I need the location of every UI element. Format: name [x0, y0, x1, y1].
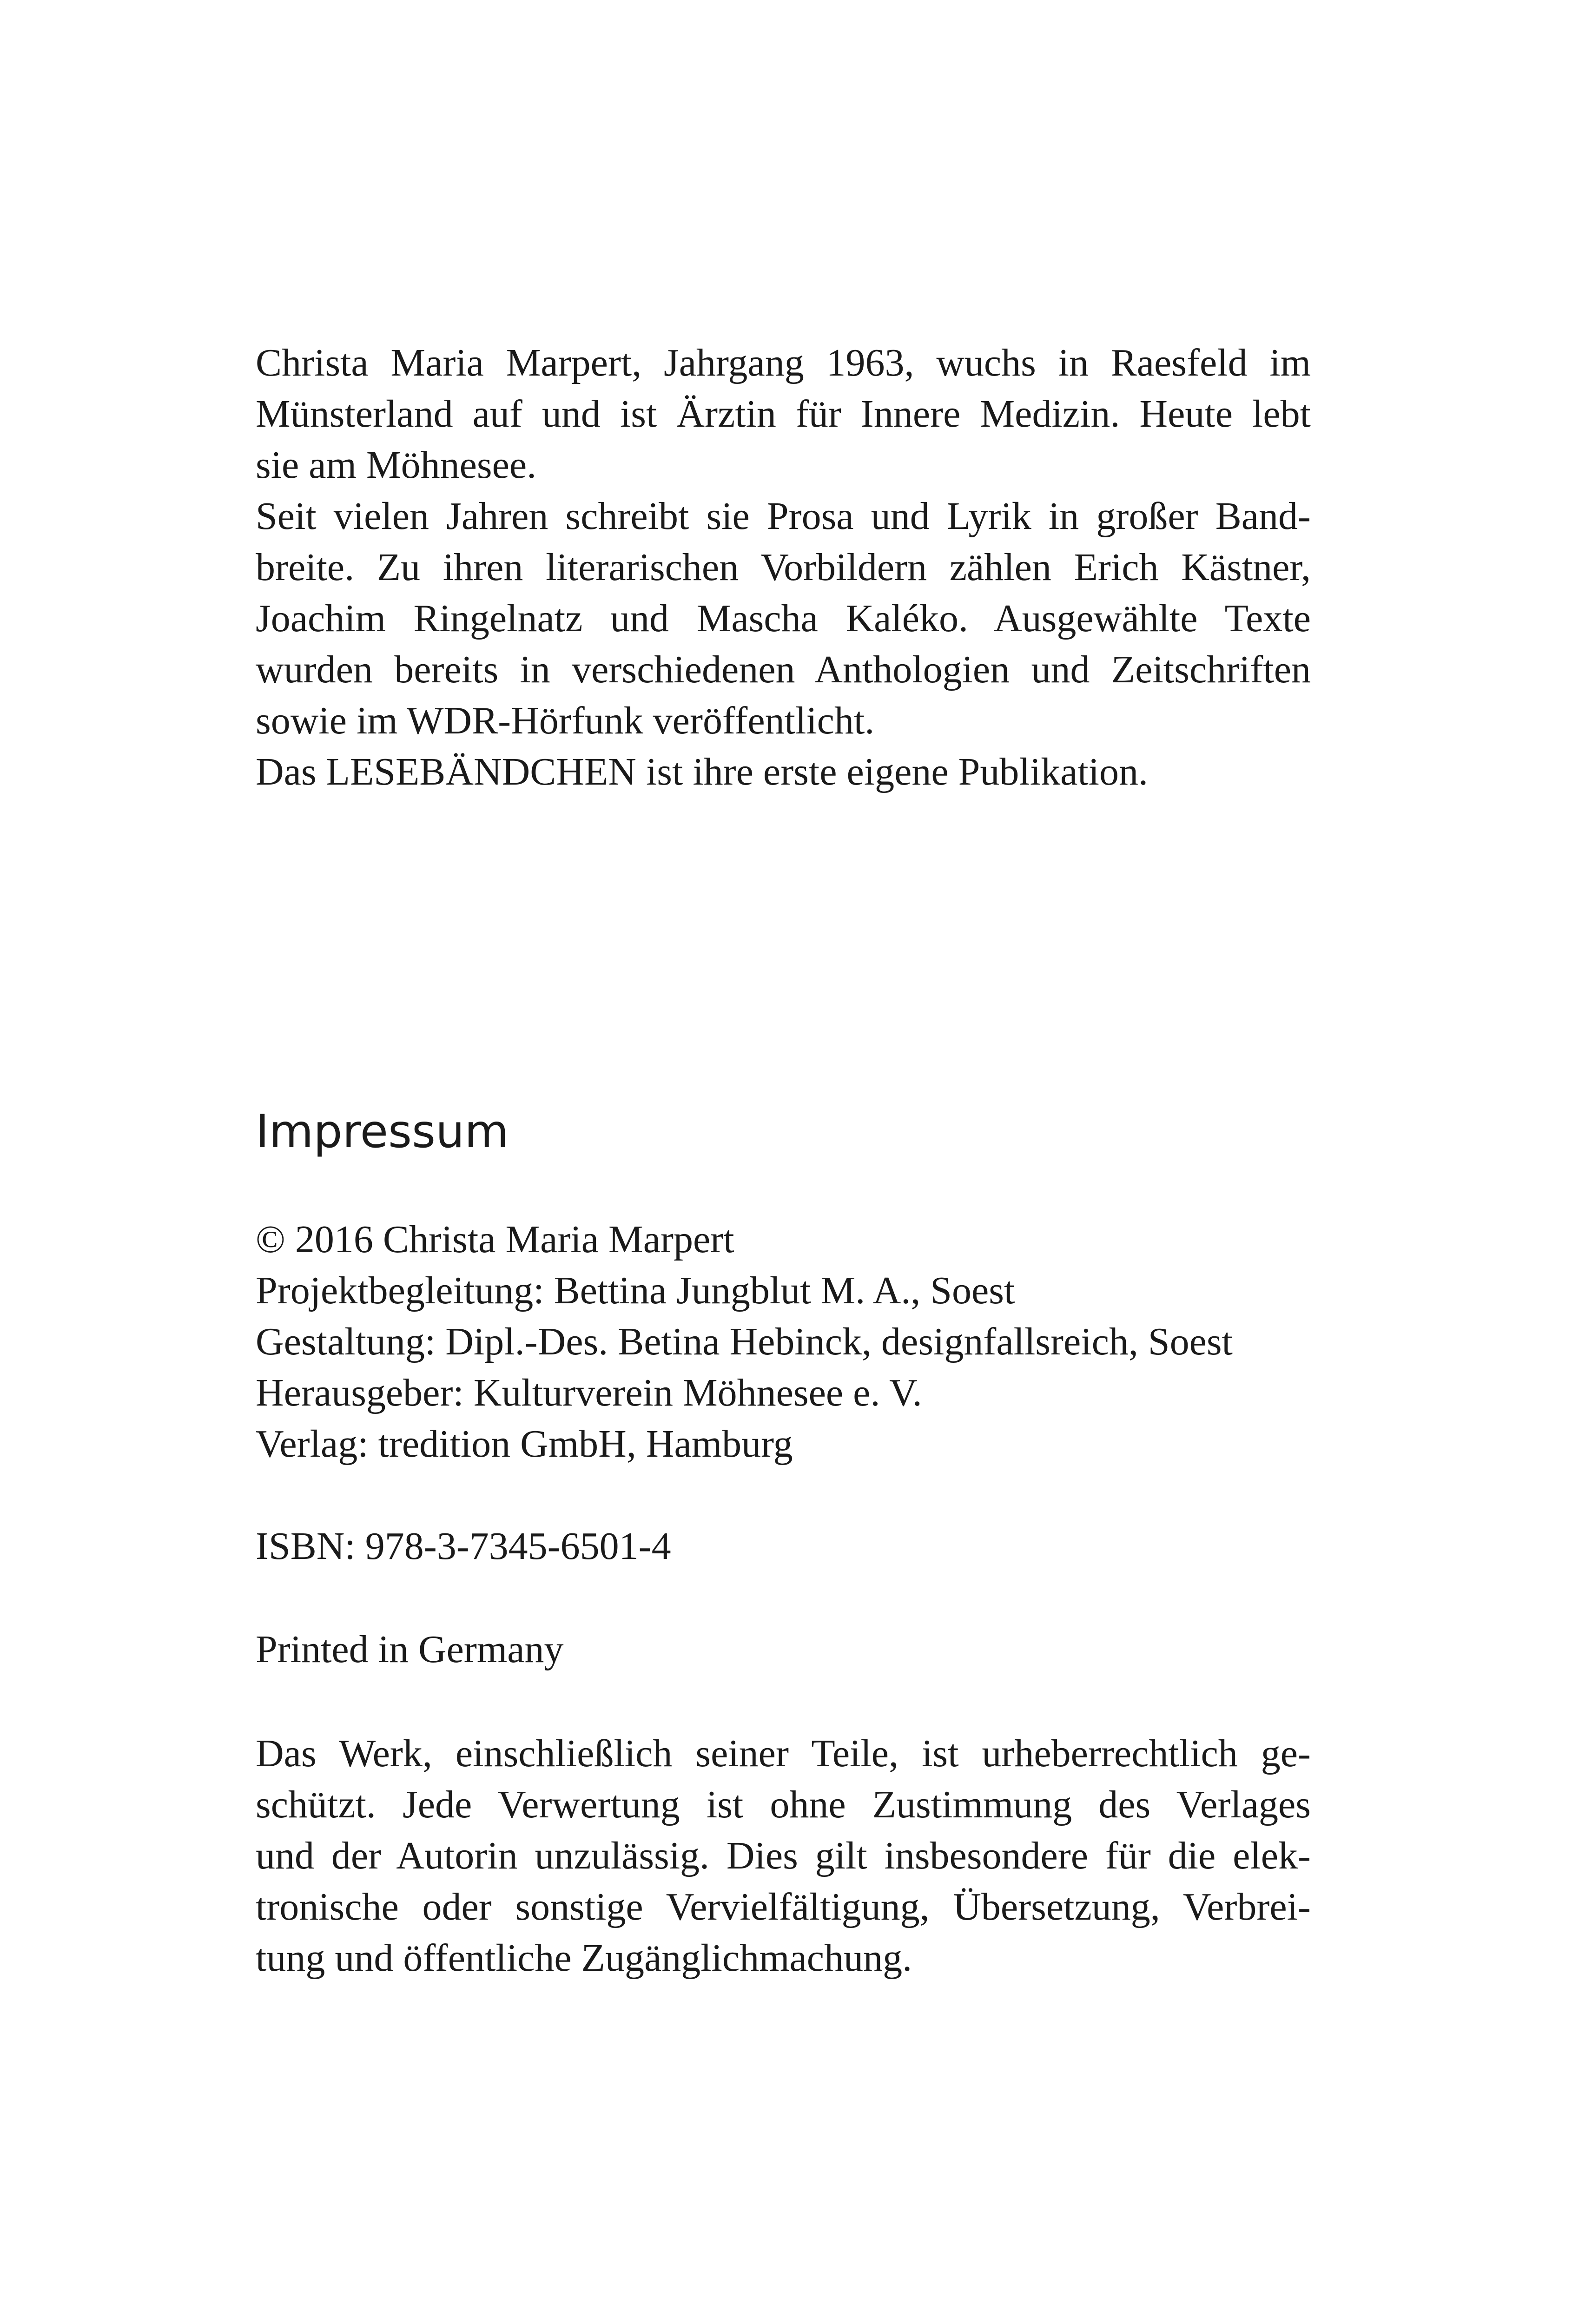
credit-line: Verlag: tredition GmbH, Hamburg	[256, 1422, 793, 1466]
impressum-heading: Impressum	[256, 1105, 509, 1158]
copyright-line: © 2016 Christa Maria Marpert	[256, 1218, 734, 1261]
bio-line: breite. Zu ihren literarischen Vorbildern zählen Erich Kästner,	[256, 546, 1311, 589]
credit-line: Projektbegleitung: Bettina Jungblut M. A., Soest	[256, 1269, 1015, 1312]
rights-line: tronische oder sonstige Vervielfältigung, Übersetzung, Verbrei-	[256, 1885, 1311, 1928]
credit-line: Gestaltung: Dipl.-Des. Betina Hebinck, designfallsreich, Soest	[256, 1320, 1233, 1363]
bio-line: sie am Möhnesee.	[256, 443, 537, 487]
bio-line: sowie im WDR-Hörfunk veröffentlicht.	[256, 699, 875, 742]
bio-line: Joachim Ringelnatz und Mascha Kaléko. Ausgewählte Texte	[256, 597, 1311, 640]
rights-notice	[256, 1728, 1311, 1984]
rights-line: und der Autorin unzulässig. Dies gilt insbesondere für die elek-	[256, 1834, 1311, 1877]
bio-line: Christa Maria Marpert, Jahrgang 1963, wuchs in Raesfeld im	[256, 341, 1311, 384]
bio-line: Seit vielen Jahren schreibt sie Prosa und Lyrik in großer Band-	[256, 495, 1311, 538]
isbn	[256, 1521, 1311, 1572]
impressum-credits	[256, 1214, 1311, 1470]
printed-line: Printed in Germany	[256, 1628, 564, 1671]
credit-line: Herausgeber: Kulturverein Möhnesee e. V.	[256, 1371, 922, 1414]
rights-line: Das Werk, einschließlich seiner Teile, ist urheberrechtlich ge-	[256, 1732, 1311, 1775]
isbn-line: ISBN: 978-3-7345-6501-4	[256, 1525, 671, 1568]
bio-line: wurden bereits in verschiedenen Anthologien und Zeitschriften	[256, 648, 1311, 691]
rights-line: schützt. Jede Verwertung ist ohne Zustimmung des Verlages	[256, 1783, 1311, 1826]
rights-line: tung und öffentliche Zugänglichmachung.	[256, 1936, 912, 1980]
bio-line: Münsterland auf und ist Ärztin für Innere Medizin. Heute lebt	[256, 392, 1311, 436]
bio-line: Das LESEBÄNDCHEN ist ihre erste eigene Publikation.	[256, 750, 1149, 793]
printed-in	[256, 1624, 1311, 1675]
author-bio	[256, 337, 1311, 798]
